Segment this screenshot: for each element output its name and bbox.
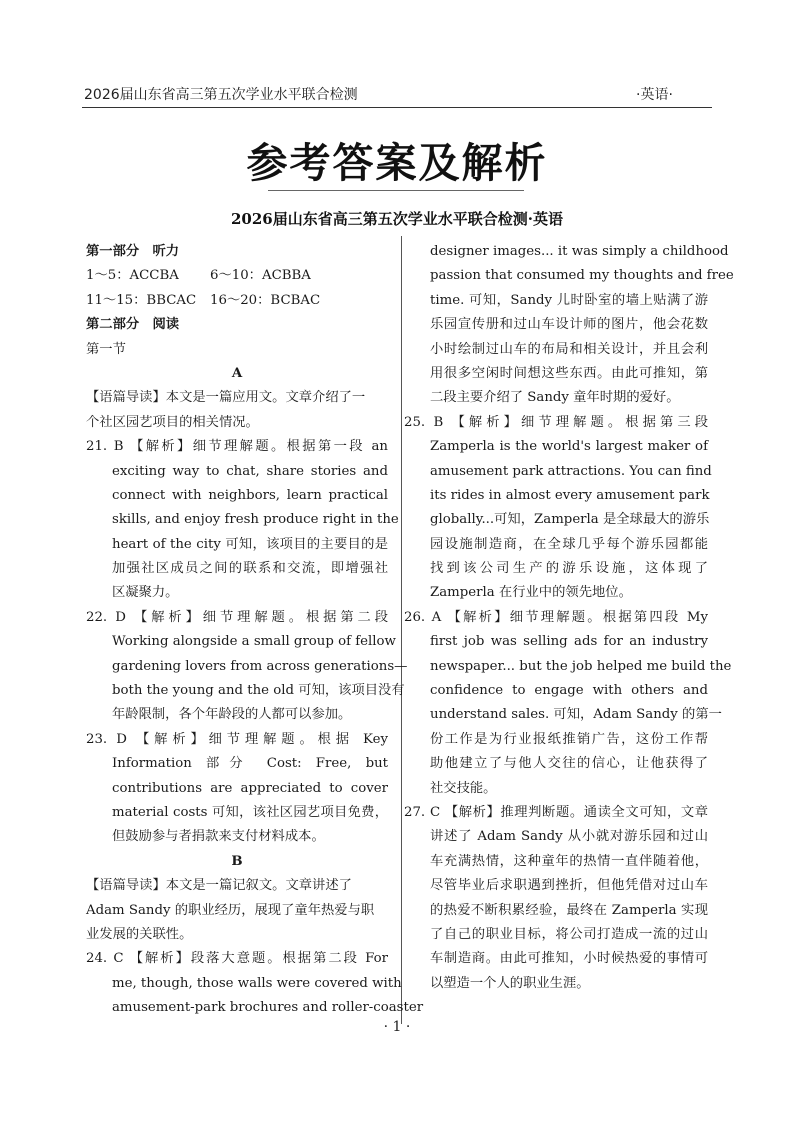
- passage-letter-b: B: [231, 853, 243, 869]
- answer-group: 16～20：BCBAC: [210, 292, 321, 308]
- text-line: Zamperla is the world's largest maker of: [430, 439, 708, 455]
- text-line: passion that consumed my thoughts and free: [430, 268, 734, 284]
- text-line: designer images... it was simply a childhood: [430, 244, 729, 259]
- text-line: understand sales. 可知，Adam Sandy 的第一: [430, 707, 722, 723]
- text-line: 用很多空闲时间想这些东西。由此可推知，第: [430, 365, 708, 381]
- text-line: amusement-park brochures and roller-coaster: [112, 1000, 424, 1016]
- text-line: connect with neighbors, learn practical: [112, 487, 388, 503]
- header-subject: ·英语·: [636, 87, 673, 103]
- text-line: 加强社区成员之间的联系和交流，即增强社: [112, 561, 388, 577]
- text-line: gardening lovers from across generations—: [112, 658, 408, 674]
- text-line: globally...可知，Zamperla 是全球最大的游乐: [430, 512, 710, 528]
- text-line: skills, and enjoy fresh produce right in the: [112, 512, 399, 528]
- text-line: 24. C 【解析】段落大意题。根据第二段 For: [86, 951, 388, 967]
- text-line: 小时绘制过山车的布局和相关设计，并且会利: [430, 341, 708, 357]
- text-line: 的热爱不断积累经验，最终在 Zamperla 实现: [430, 902, 708, 918]
- answer-group: 1～5：ACCBA: [86, 268, 179, 284]
- text-line: 业发展的关联性。: [86, 926, 193, 942]
- text-line: Working alongside a small group of fellow: [112, 634, 396, 650]
- page-title: 参考答案及解析: [246, 139, 548, 187]
- text-line: amusement park attractions. You can find: [430, 463, 712, 479]
- text-line: 车制造商。由此可推知，小时候热爱的事情可: [430, 951, 708, 967]
- text-line: confidence to engage with others and: [430, 683, 708, 699]
- text-line: 但鼓励参与者捐款来支付材料成本。: [112, 829, 325, 845]
- header-exam-title: 2026届山东省高三第五次学业水平联合检测: [84, 87, 358, 103]
- text-line: 了自己的职业目标，将公司打造成一流的过山: [430, 926, 708, 942]
- header-divider: [82, 107, 712, 108]
- text-line: 助他建立了与他人交往的信心，让他获得了: [430, 756, 708, 772]
- text-line: 27. C 【解析】推理判断题。通读全文可知，文章: [404, 804, 708, 820]
- text-line: material costs 可知，该社区园艺项目免费，: [112, 804, 388, 820]
- text-line: 乐园宣传册和过山车设计师的图片，他会花数: [430, 317, 708, 333]
- text-line: 25. B 【解析】细节理解题。根据第三段: [404, 414, 708, 430]
- text-line: 年龄限制，各个年龄段的人都可以参加。: [112, 707, 352, 723]
- text-line: 份工作是为行业报纸推销广告，这份工作帮: [430, 731, 708, 747]
- answer-row: [86, 289, 388, 313]
- text-line: first job was selling ads for an industry: [430, 634, 708, 650]
- text-line: Information 部分 Cost: Free, but: [112, 756, 388, 772]
- text-line: 园设施制造商，在全球几乎每个游乐园都能: [430, 536, 708, 552]
- page-subtitle: 2026届山东省高三第五次学业水平联合检测·英语: [231, 210, 563, 228]
- text-line: 22. D 【解析】细节理解题。根据第二段: [86, 609, 388, 625]
- text-line: 【语篇导读】本文是一篇记叙文。文章讲述了: [86, 878, 352, 894]
- text-line: 社交技能。: [430, 780, 497, 796]
- text-line: both the young and the old 可知，该项目没有: [112, 683, 405, 699]
- text-line: 21. B 【解析】细节理解题。根据第一段 an: [86, 439, 388, 455]
- left-column: [86, 240, 424, 1021]
- section-heading-reading: 第二部分 阅读: [86, 317, 180, 333]
- title-underline: [268, 190, 524, 191]
- text-line: time. 可知，Sandy 儿时卧室的墙上贴满了游: [430, 292, 708, 308]
- text-line: 以塑造一个人的职业生涯。: [430, 975, 590, 991]
- passage-letter-a: A: [231, 365, 243, 381]
- text-line: exciting way to chat, share stories and: [112, 463, 388, 479]
- answer-group: 6～10：ACBBA: [210, 268, 311, 284]
- text-line: 车充满热情，这种童年的热情一直伴随着他，: [430, 853, 708, 869]
- text-line: 尽管毕业后求职遇到挫折，但他凭借对过山车: [430, 878, 708, 894]
- text-line: Zamperla 在行业中的领先地位。: [430, 585, 632, 601]
- text-line: 二段主要介绍了 Sandy 童年时期的爱好。: [430, 390, 680, 406]
- text-line: contributions are appreciated to cover: [112, 780, 388, 796]
- text-line: Adam Sandy 的职业经历，展现了童年热爱与职: [86, 902, 375, 918]
- answer-row: [86, 264, 388, 288]
- subsection-heading: 第一节: [86, 341, 126, 357]
- text-line: 26. A 【解析】细节理解题。根据第四段 My: [404, 609, 708, 625]
- text-line: 【语篇导读】本文是一篇应用文。文章介绍了一: [86, 390, 366, 406]
- text-line: 23. D 【解析】细节理解题。根据 Key: [86, 731, 388, 747]
- text-line: newspaper... but the job helped me build the: [430, 658, 732, 674]
- page-number: · 1 ·: [383, 1019, 411, 1035]
- text-line: its rides in almost every amusement park: [430, 487, 710, 503]
- right-column: [404, 240, 734, 996]
- text-line: heart of the city 可知，该项目的主要目的是: [112, 536, 388, 552]
- column-divider: [401, 236, 402, 1024]
- section-heading-listening: 第一部分 听力: [86, 244, 180, 259]
- text-line: 区凝聚力。: [112, 585, 179, 601]
- answer-group: 11～15：BBCAC: [86, 292, 197, 308]
- text-line: 个社区园艺项目的相关情况。: [86, 414, 259, 430]
- text-line: 讲述了 Adam Sandy 从小就对游乐园和过山: [430, 829, 708, 845]
- text-line: me, though, those walls were covered with: [112, 975, 402, 991]
- text-line: 找到该公司生产的游乐设施，这体现了: [430, 561, 708, 577]
